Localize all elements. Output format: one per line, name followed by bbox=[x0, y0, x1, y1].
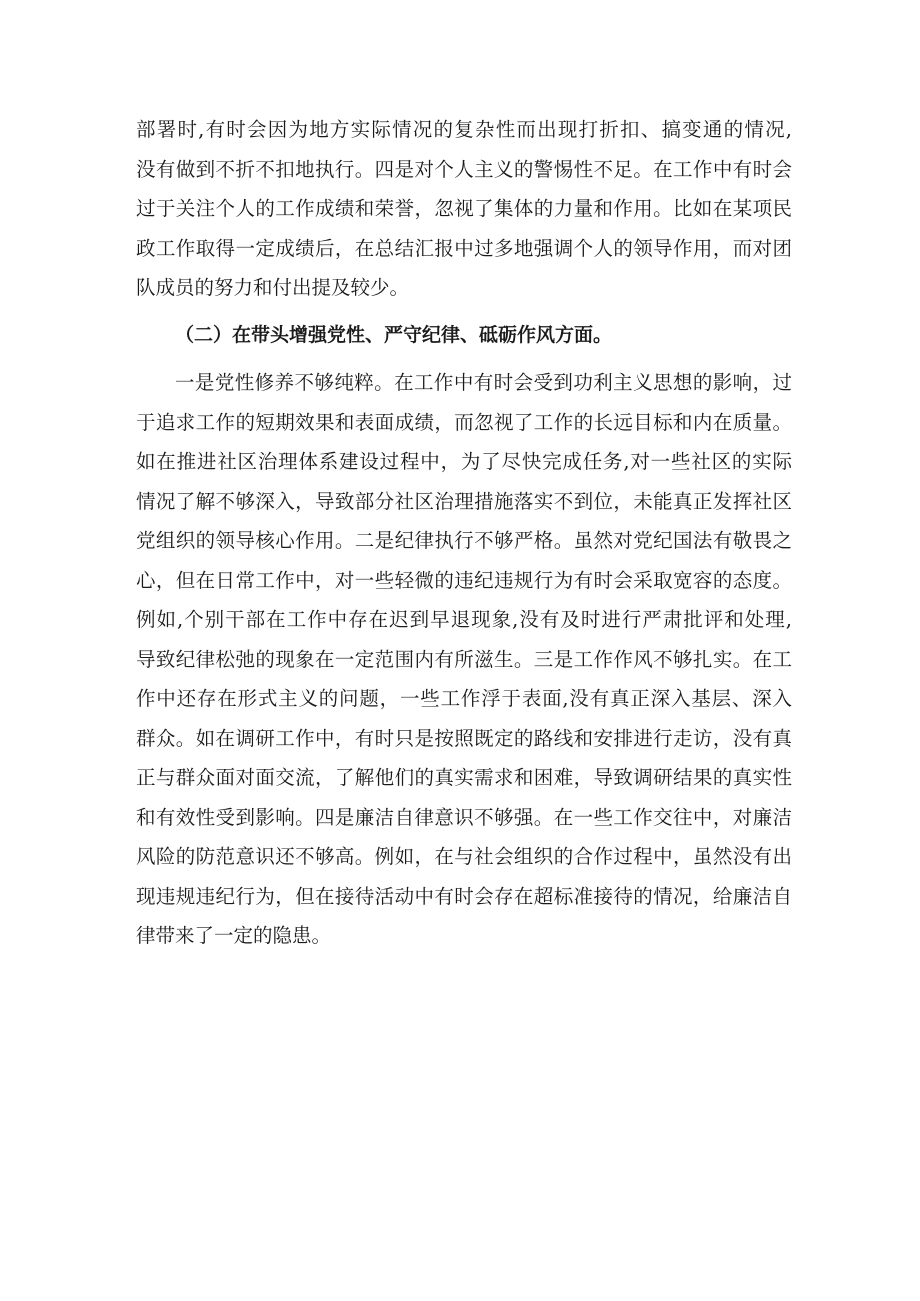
text-line: 风险的防范意识还不够高。例如，在与社会组织的合作过程中，虽然没有出 bbox=[136, 845, 792, 868]
text-line: 于追求工作的短期效果和表面成绩，而忽视了工作的长远目标和内在质量。 bbox=[136, 410, 792, 434]
text-line: 过于关注个人的工作成绩和荣誉，忽视了集体的力量和作用。比如在某项民 bbox=[136, 197, 792, 220]
text-line: 例如,个别干部在工作中存在迟到早退现象,没有及时进行严肃批评和处理, bbox=[136, 608, 792, 631]
section-title: 在带头增强党性、严守纪律、砥砺作风方面。 bbox=[232, 323, 613, 346]
paragraph-2 bbox=[136, 363, 792, 956]
text-line: 心，但在日常工作中，对一些轻微的违纪违规行为有时会采取宽容的态度。 bbox=[136, 568, 792, 592]
text-line: 情况了解不够深入，导致部分社区治理措施落实不到位，未能真正发挥社区 bbox=[136, 489, 792, 513]
text-line: 一是党性修养不够纯粹。在工作中有时会受到功利主义思想的影响，过 bbox=[175, 371, 792, 394]
document-body bbox=[136, 110, 792, 956]
paragraph-spacer bbox=[136, 355, 792, 363]
text-line: 作中还存在形式主义的问题，一些工作浮于表面,没有真正深入基层、深入 bbox=[136, 687, 792, 710]
text-line: 正与群众面对面交流，了解他们的真实需求和困难，导致调研结果的真实性 bbox=[136, 766, 792, 789]
text-line: 部署时,有时会因为地方实际情况的复杂性而出现打折扣、搞变通的情况, bbox=[136, 118, 792, 141]
text-line: 如在推进社区治理体系建设过程中，为了尽快完成任务,对一些社区的实际 bbox=[136, 450, 792, 473]
text-line: 政工作取得一定成绩后，在总结汇报中过多地强调个人的领导作用，而对团 bbox=[136, 236, 792, 260]
paragraph-spacer bbox=[136, 308, 792, 316]
text-line: 群众。如在调研工作中，有时只是按照既定的路线和安排进行走访，没有真 bbox=[136, 726, 792, 750]
text-line: 队成员的努力和付出提及较少。 bbox=[136, 276, 410, 299]
section-heading bbox=[136, 316, 792, 356]
text-line: 没有做到不折不扣地执行。四是对个人主义的警惕性不足。在工作中有时会 bbox=[136, 157, 792, 181]
text-line: 党组织的领导核心作用。二是纪律执行不够严格。虽然对党纪国法有敬畏之 bbox=[136, 529, 792, 552]
section-number: （二） bbox=[175, 323, 233, 346]
paragraph-1 bbox=[136, 110, 792, 308]
text-line: 和有效性受到影响。四是廉洁自律意识不够强。在一些工作交往中，对廉洁 bbox=[136, 805, 792, 829]
text-line: 现违规违纪行为，但在接待活动中有时会存在超标准接待的情况，给廉洁自 bbox=[136, 884, 792, 908]
text-line: 律带来了一定的隐患。 bbox=[136, 924, 332, 947]
text-line: 导致纪律松弛的现象在一定范围内有所滋生。三是工作作风不够扎实。在工 bbox=[136, 647, 792, 671]
